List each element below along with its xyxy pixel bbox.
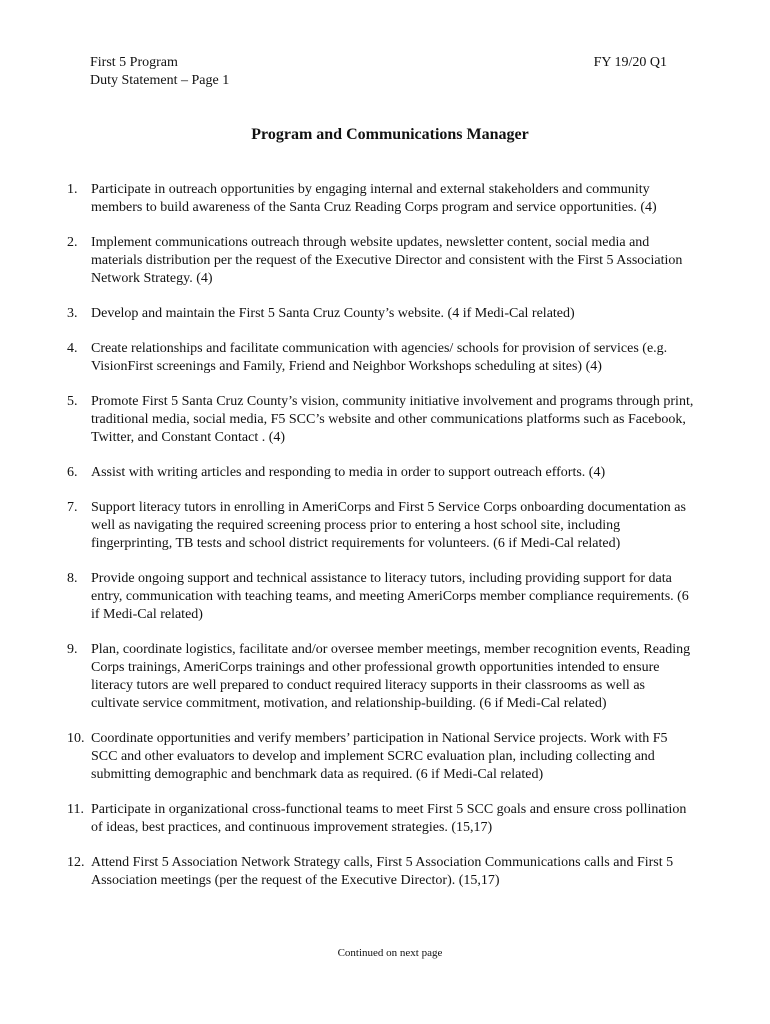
duty-list — [67, 181, 695, 907]
duty-number: 3. — [67, 306, 78, 321]
duty-number: 11. — [67, 802, 84, 817]
duty-item — [67, 499, 695, 553]
duty-text: Support literacy tutors in enrolling in AmeriCorps and First 5 Service Corps onboarding documentation as well as navigating the required screening process prior to entering a host school site, including fingerprinting, TB tests and school district requirements for volunteers. (6 if Medi-Cal related) — [91, 500, 686, 551]
duty-number: 4. — [67, 341, 78, 356]
duty-item — [67, 801, 695, 837]
duty-item — [67, 570, 695, 624]
duty-number: 8. — [67, 571, 78, 586]
duty-text: Create relationships and facilitate communication with agencies/ schools for provision of services (e.g. VisionFirst screenings and Family, Friend and Neighbor Workshops scheduling at sites) (4) — [91, 341, 668, 374]
duty-number: 2. — [67, 235, 78, 250]
duty-number: 6. — [67, 465, 78, 480]
duty-number: 5. — [67, 394, 78, 409]
duty-item — [67, 340, 695, 376]
duty-item — [67, 854, 695, 890]
duty-item — [67, 234, 695, 288]
continued-note: Continued on next page — [337, 947, 443, 959]
duty-text: Implement communications outreach through website updates, newsletter content, social media and materials distribution per the request of the Executive Director and consistent with the First 5 Association Network Strategy. (4) — [91, 235, 683, 286]
program-name: First 5 Program — [90, 55, 178, 70]
duty-text: Participate in outreach opportunities by engaging internal and external stakeholders and community members to build awareness of the Santa Cruz Reading Corps program and service opportunities. (4) — [91, 182, 657, 215]
duty-number: 12. — [67, 855, 85, 870]
duty-text: Assist with writing articles and responding to media in order to support outreach efforts. (4) — [91, 465, 606, 480]
duty-number: 1. — [67, 182, 78, 197]
fiscal-period: FY 19/20 Q1 — [593, 55, 667, 70]
duty-item — [67, 730, 695, 784]
duty-item — [67, 305, 695, 323]
duty-number: 9. — [67, 642, 78, 657]
duty-item — [67, 641, 695, 713]
page-label: Duty Statement – Page 1 — [90, 73, 230, 88]
duty-text: Provide ongoing support and technical assistance to literacy tutors, including providing support for data entry, communication with teaching teams, and meeting AmeriCorps member compliance requirements. (6 if Medi-Cal related) — [91, 571, 689, 622]
duty-text: Coordinate opportunities and verify members’ participation in National Service projects. Work with F5 SCC and other evaluators to develop and implement SCRC evaluation plan, including collecting and submitting demographic and benchmark data as required. (6 if Medi-Cal related) — [91, 731, 668, 782]
duty-item — [67, 393, 695, 447]
duty-text: Attend First 5 Association Network Strategy calls, First 5 Association Communications calls and First 5 Association meetings (per the request of the Executive Director). (15,17) — [91, 855, 674, 888]
duty-item — [67, 464, 695, 482]
duty-number: 7. — [67, 500, 78, 515]
duty-text: Participate in organizational cross-functional teams to meet First 5 SCC goals and ensure cross pollination of ideas, best practices, and continuous improvement strategies. (15,17) — [91, 802, 687, 835]
duty-number: 10. — [67, 731, 85, 746]
duty-text: Develop and maintain the First 5 Santa Cruz County’s website. (4 if Medi-Cal related) — [91, 306, 575, 321]
document-title: Program and Communications Manager — [251, 126, 529, 143]
duty-text: Promote First 5 Santa Cruz County’s vision, community initiative involvement and programs through print, traditional media, social media, F5 SCC’s website and other communications platforms such as Facebook, Twitter, and Constant Contact . (4) — [91, 394, 694, 445]
header-left — [90, 54, 229, 90]
duty-item — [67, 181, 695, 217]
duty-text: Plan, coordinate logistics, facilitate and/or oversee member meetings, member recognition events, Reading Corps trainings, AmeriCorps trainings and other professional growth opportunities intended to ensure literacy tutors are well prepared to conduct required literacy supports in their classrooms as well as cultivate service commitment, motivation, and relationship-building. (6 if Medi-Cal related) — [91, 642, 691, 711]
